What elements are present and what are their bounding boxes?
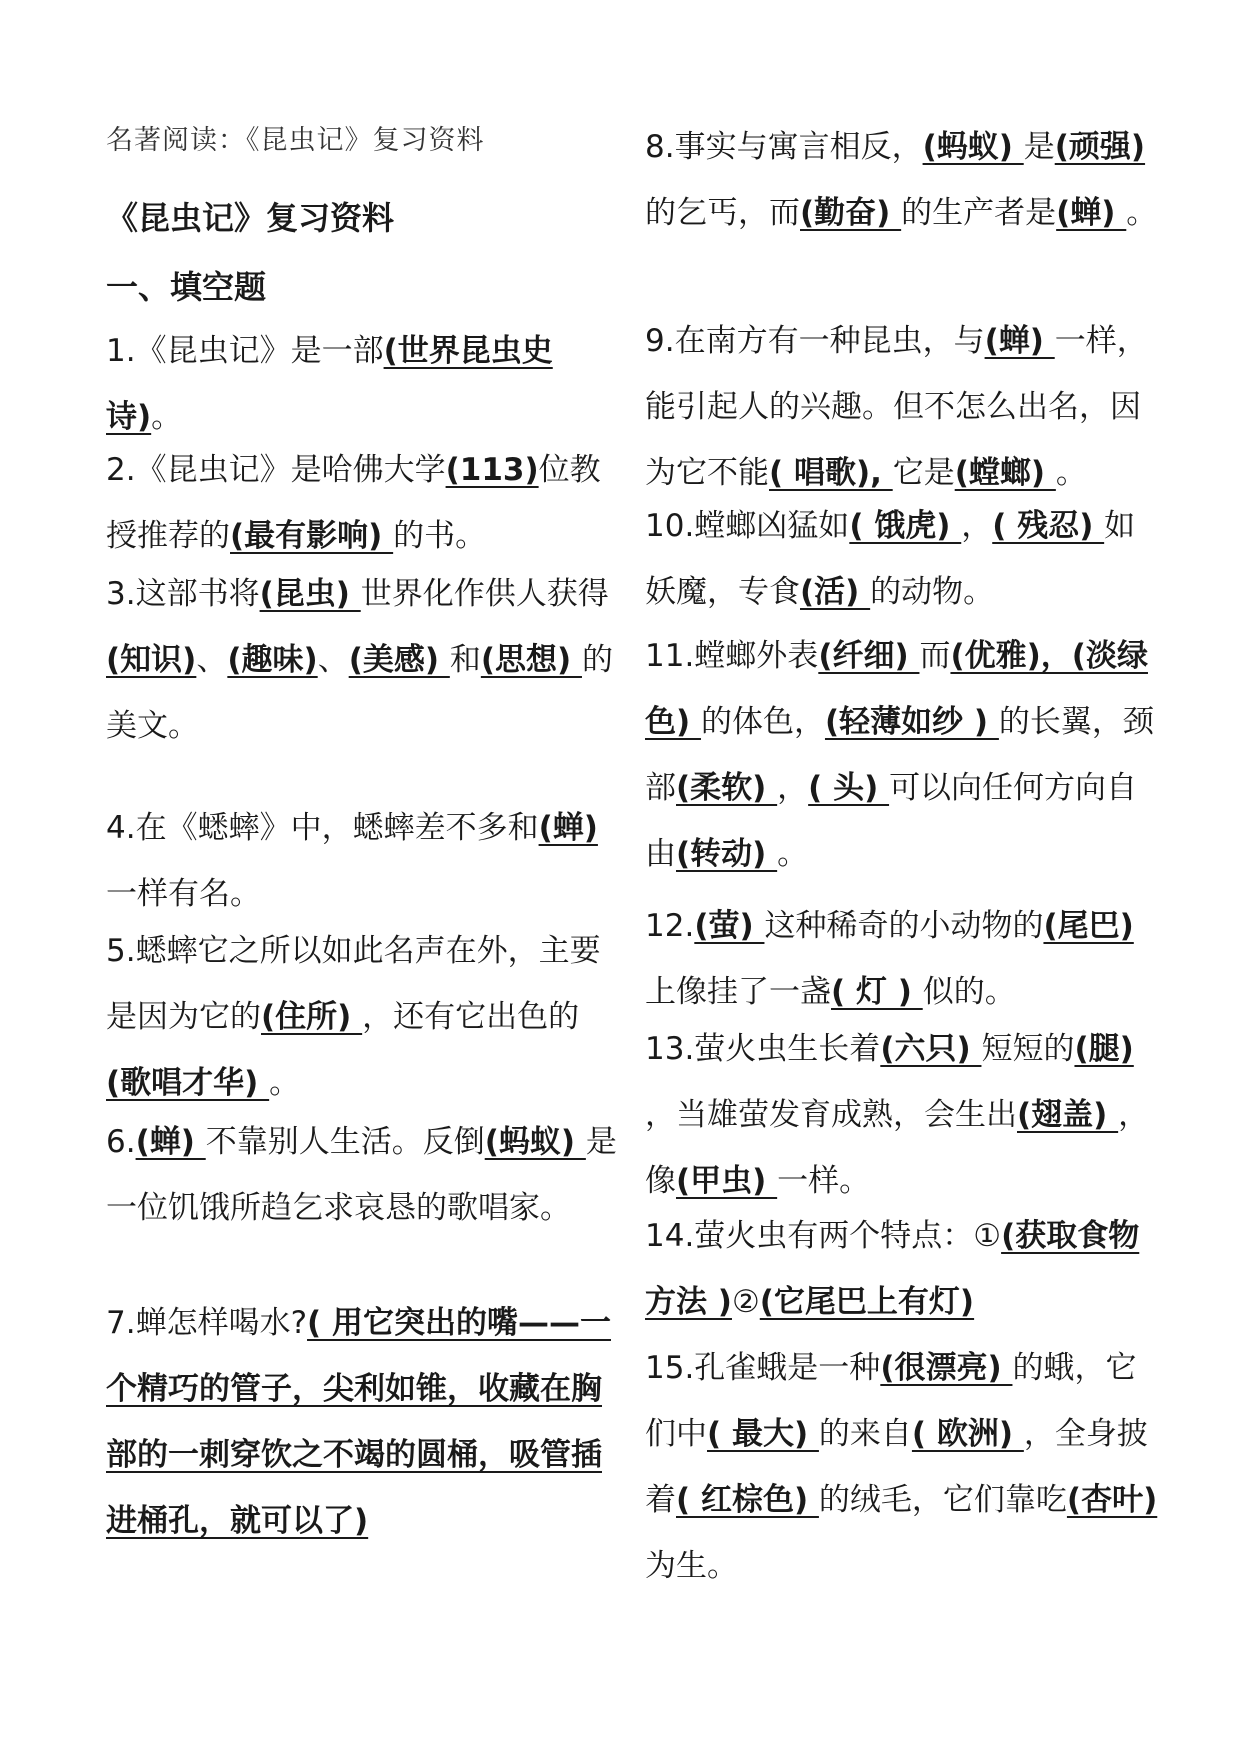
answer-text: (柔软): [676, 770, 778, 806]
question-text: 它是: [892, 455, 955, 491]
question-text: 6.: [106, 1124, 136, 1160]
answer-text: (很漂亮): [880, 1350, 1013, 1386]
fill-in-question-10: [645, 493, 1165, 625]
answer-text: (顽强): [1054, 129, 1146, 165]
question-text: ②: [731, 1284, 760, 1320]
question-text: 9.在南方有一种昆虫，与: [645, 323, 985, 359]
question-text: 11.螳螂外表: [645, 638, 819, 674]
question-text: 的来自: [818, 1416, 912, 1452]
answer-text: (世界昆虫史诗): [106, 333, 553, 435]
question-text: 的体色，: [700, 704, 825, 740]
question-text: ，全身披着: [645, 1416, 1148, 1518]
fill-in-question-11: [645, 623, 1165, 887]
question-text: 而: [919, 638, 951, 674]
question-text: 的美文。: [106, 642, 613, 744]
question-text: 的长翼，颈部: [645, 704, 1154, 806]
question-text: 。: [151, 399, 183, 435]
question-text: 的绒毛，它们靠吃: [818, 1482, 1067, 1518]
question-text: 是: [1023, 129, 1055, 165]
answer-text: (腿): [1074, 1031, 1134, 1067]
question-text: 如妖魔，专食: [645, 508, 1136, 610]
question-text: 短短的: [981, 1031, 1075, 1067]
question-text: 的蛾，它们中: [645, 1350, 1137, 1452]
question-text: 10.螳螂凶猛如: [645, 508, 850, 544]
answer-text: (蝉): [538, 810, 598, 846]
answer-text: (思想): [480, 642, 582, 678]
fill-in-question-5: [106, 918, 618, 1116]
answer-text: (113): [445, 452, 539, 488]
fill-in-question-4: [106, 795, 618, 927]
answer-text: (优雅)，(淡绿色): [645, 638, 1148, 740]
answer-text: (甲虫): [676, 1163, 778, 1199]
answer-text: (萤): [694, 908, 765, 944]
fill-in-question-12: [645, 893, 1165, 1025]
fill-in-question-2: [106, 437, 618, 569]
question-text: 。: [777, 836, 809, 872]
page-header: 名著阅读：《昆虫记》复习资料: [106, 125, 485, 156]
answer-text: (昆虫): [259, 576, 361, 612]
question-text: 1.《昆虫记》是一部: [106, 333, 384, 369]
question-text: 上像挂了一盏: [645, 974, 831, 1010]
question-text: 12.: [645, 908, 695, 944]
question-text: 15.孔雀蛾是一种: [645, 1350, 881, 1386]
answer-text: (转动): [676, 836, 778, 872]
question-text: 为生。: [645, 1548, 738, 1584]
question-text: 。: [1055, 455, 1087, 491]
answer-text: (蝉): [135, 1124, 206, 1160]
question-text: ，还有它出色的: [362, 999, 580, 1035]
question-text: 似的。: [922, 974, 1016, 1010]
question-text: 8.事实与寓言相反，: [645, 129, 923, 165]
answer-text: ( 残忍): [992, 508, 1105, 544]
fill-in-question-3: [106, 561, 618, 759]
answer-text: ( 欧洲): [911, 1416, 1024, 1452]
question-text: 5.蟋蟀它之所以如此名声在外，主要是因为它的: [106, 933, 601, 1035]
question-text: ，当雄萤发育成熟，会生出: [645, 1097, 1017, 1133]
question-text: 。: [1126, 195, 1158, 231]
fill-in-question-7: [106, 1290, 618, 1554]
fill-in-question-8: [645, 114, 1165, 246]
question-text: 不靠别人生活。反倒: [205, 1124, 485, 1160]
answer-text: (尾巴): [1043, 908, 1134, 944]
answer-text: (勤奋): [800, 195, 902, 231]
answer-text: ( 最大): [707, 1416, 819, 1452]
question-text: ，: [777, 770, 809, 806]
question-text: 位教授推荐的: [106, 452, 601, 554]
section-title: 一、填空题: [106, 268, 267, 306]
question-text: 可以向任何方向自由: [645, 770, 1138, 872]
answer-text: (翅盖): [1017, 1097, 1119, 1133]
question-text: 2.《昆虫记》是哈佛大学: [106, 452, 446, 488]
question-text: 、: [196, 642, 228, 678]
answer-text: ( 用它突出的嘴——一个精巧的管子，尖利如锥，收藏在胸部的一刺穿饮之不竭的圆桶，吸管插进桶孔，就可以了): [106, 1305, 611, 1539]
answer-text: (美感): [348, 642, 450, 678]
question-text: 一样。: [777, 1163, 871, 1199]
fill-in-question-6: [106, 1109, 618, 1241]
answer-text: ( 灯 ): [831, 974, 923, 1010]
answer-text: (纤细): [818, 638, 920, 674]
answer-text: (歌唱才华): [106, 1065, 270, 1101]
answer-text: (蝉): [984, 323, 1055, 359]
answer-text: (知识): [106, 642, 197, 678]
answer-text: (轻薄如纱 ): [824, 704, 999, 740]
answer-text: ( 红棕色): [676, 1482, 819, 1518]
fill-in-question-13: [645, 1016, 1165, 1214]
question-text: 一样有名。: [106, 876, 261, 912]
answer-text: (活): [800, 574, 871, 610]
fill-in-question-9: [645, 308, 1165, 506]
fill-in-question-1: [106, 318, 618, 450]
answer-text: ( 唱歌),: [769, 455, 893, 491]
question-text: 世界化作供人获得: [360, 576, 609, 612]
answer-text: (趣味): [227, 642, 318, 678]
answer-text: (蚂蚁): [922, 129, 1024, 165]
question-text: 4.在《蟋蟀》中，蟋蟀差不多和: [106, 810, 539, 846]
question-text: 和: [449, 642, 481, 678]
question-text: 的乞丐，而: [645, 195, 800, 231]
answer-text: (它尾巴上有灯): [759, 1284, 975, 1320]
question-text: 的动物。: [870, 574, 995, 610]
question-text: 14.萤火虫有两个特点：①: [645, 1218, 1002, 1254]
answer-text: (最有影响): [230, 518, 394, 554]
document-title: 《昆虫记》复习资料: [106, 199, 395, 237]
question-text: ，: [961, 508, 993, 544]
answer-text: (六只): [880, 1031, 982, 1067]
question-text: 13.萤火虫生长着: [645, 1031, 881, 1067]
question-text: 7.蝉怎样喝水?: [106, 1305, 308, 1341]
question-text: 。: [269, 1065, 301, 1101]
answer-text: ( 饿虎): [849, 508, 962, 544]
answer-text: ( 头): [808, 770, 890, 806]
question-text: 这种稀奇的小动物的: [764, 908, 1044, 944]
question-text: ，像: [645, 1097, 1150, 1199]
answer-text: (螳螂): [954, 455, 1056, 491]
question-text: 的书。: [393, 518, 487, 554]
fill-in-question-14: [645, 1203, 1165, 1335]
fill-in-question-15: [645, 1335, 1165, 1599]
answer-text: (住所): [261, 999, 363, 1035]
question-text: 一样，能引起人的兴趣。但不怎么出名，因为它不能: [645, 323, 1148, 491]
question-text: 是一位饥饿所趋乞求哀恳的歌唱家。: [106, 1124, 617, 1226]
answer-text: (获取食物方法 ): [645, 1218, 1140, 1320]
answer-text: (蚂蚁): [484, 1124, 586, 1160]
answer-text: (蝉): [1056, 195, 1127, 231]
question-text: 3.这部书将: [106, 576, 260, 612]
question-text: 的生产者是: [901, 195, 1057, 231]
question-text: 、: [317, 642, 349, 678]
answer-text: (杏叶): [1066, 1482, 1158, 1518]
